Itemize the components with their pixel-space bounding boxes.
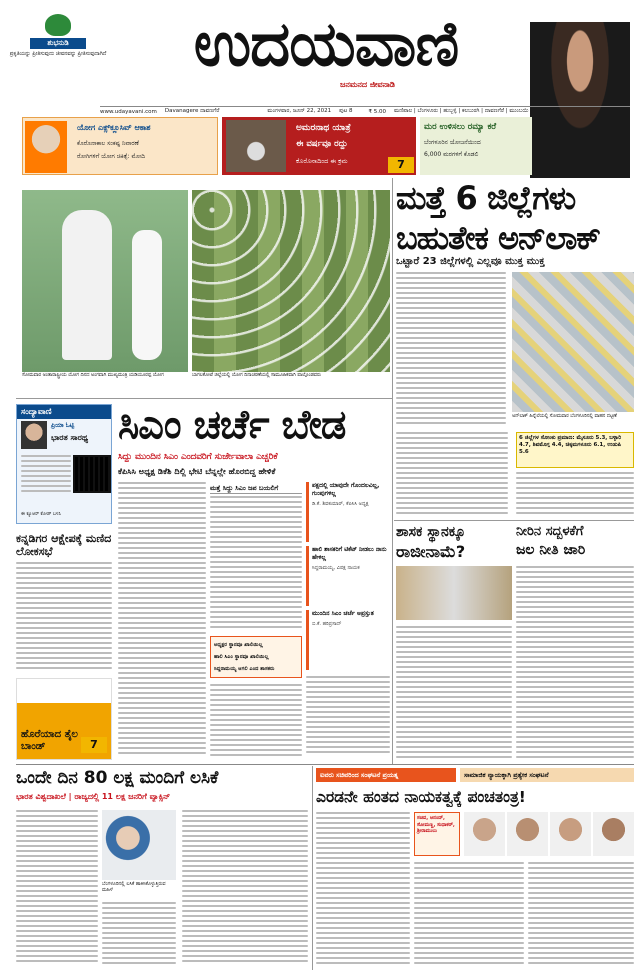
teaser-title: ಅಮರನಾಥ ಯಾತ್ರೆ: [296, 123, 351, 133]
lead-headline-2: ಬಹುತೇಕ ಅನ್‌ಲಾಕ್: [396, 219, 601, 257]
teaser-amarnath[interactable]: [222, 117, 416, 175]
divider: [16, 398, 392, 399]
bjp-headline: ಎರಡನೇ ಹಂತದ ನಾಯಕತ್ವಕ್ಕೆ ಪಂಚತಂತ್ರ!: [316, 788, 526, 806]
price: ₹ 5.00: [368, 108, 386, 115]
quote-head: ಮತ್ತೆ ಸಿದ್ದು ಸಿಎಂ ಜಪ ಬಯಲಿಗೆ: [210, 484, 302, 494]
leader-photos: [464, 812, 634, 856]
page-badge[interactable]: 7: [388, 157, 414, 173]
lead-body-3: [516, 472, 634, 520]
bjp-names-box: [414, 812, 460, 856]
website[interactable]: www.udayavani.com: [100, 108, 157, 115]
teaser-ramya[interactable]: [420, 117, 532, 175]
cm-body-4: [306, 676, 390, 762]
water-body: [516, 566, 634, 762]
quote-author: ಬಿ.ಕೆ. ಹರಿಪ್ರಸಾದ್: [312, 621, 342, 627]
leader-photo: [593, 812, 634, 856]
edition: Davanagere ದಾವಣಗೆರೆ: [164, 108, 220, 114]
tree-logo-icon: [45, 14, 71, 36]
mla-body: [396, 626, 512, 762]
pages: ಪುಟ 8: [339, 108, 353, 114]
badge-label: ಶುಭನುಡಿ: [30, 38, 86, 49]
cm-body-2: [210, 496, 302, 632]
qr-label: ಈ ಕ್ಯೂಆರ್ ಕೋಡ್ ಬಳಸಿ: [21, 512, 61, 517]
oil-ad[interactable]: [16, 678, 112, 760]
column-author: ಪ್ರಿಯಾ ಓಟ್ಟಿ: [51, 422, 75, 429]
quote-2: [306, 546, 390, 606]
mla-photo: [396, 566, 512, 620]
teaser-sub: ಕೊರೊನಾಕಾಲ ಸಂಕಷ್ಟ ನಿವಾರಣೆ: [77, 140, 139, 147]
quote-text: ಪಕ್ಷದಲ್ಲಿ ಯಾವುದೇ ಗೊಂದಲವಿಲ್ಲ, ಗುಂಪುಗಳಿಲ್ಲ: [312, 482, 380, 497]
bjp-kicker-2: ಸಾಮಾಜಿಕ ನ್ಯಾಯಕ್ಕಾಗಿ ಪ್ರತ್ಯೇಕ ಸಂಘಟನೆ: [460, 768, 634, 782]
bjp-body-3: [528, 862, 634, 968]
bullet-item: ಸಿದ್ದರಾಮಯ್ಯ ಆಗಲಿ ಎಂದ ಶಾಸಕರು: [214, 666, 275, 672]
district-box: 6 ಜಿಲ್ಲೆಗಳ ಸೋಂಕು ಪ್ರಮಾಣ: ಮೈಸೂರು 5.3, ಬಳ್ಳಾರಿ 4.7, ಶಿವಮೊಗ್ಗ 4.4, ಚಿಕ್ಕಮಗಳೂರು 6.1, ಉಡುಪಿ 5.6: [516, 432, 634, 468]
bullet-box: [210, 636, 302, 678]
leader-photo: [464, 812, 505, 856]
divider: [394, 520, 634, 521]
column-topic: ಭಾರತ ಸಾರಥ್ಯ: [51, 433, 89, 442]
traffic-photo: [512, 272, 634, 412]
column-box[interactable]: [16, 404, 112, 524]
bjp-names: ಸಚಿವ, ಆನಂದ್, ಸೋಮಣ್ಣ, ಸುಧಾಕರ್, ಶ್ರೀರಾಮುಲು: [417, 815, 455, 835]
logo-title: ಉದಯವಾಣಿ: [193, 7, 459, 80]
oil-ad-title: ಹೊರೆಯಾದ ತೈಲ ಬಾಂಡ್: [21, 729, 78, 752]
teaser-title: ಯೋಗ ಎಕ್ಸ್‌ಕ್ಲೂಸಿವ್‌ ಆಕಾಶ: [77, 123, 151, 132]
quote-1: [306, 482, 390, 542]
vaccine-subhead: ಭಾರತ ವಿಶ್ವದಾಖಲೆ | ರಾಜ್ಯದಲ್ಲಿ 11 ಲಕ್ಷ ಜನರಿಗೆ ವ್ಯಾಕ್ಸಿನ್: [16, 792, 171, 801]
teaser-sub: ಬೆಂಗಳೂರಿನ ಯೋಜನೆಯಿಂದ: [424, 139, 481, 146]
teaser-sub: ರೋಗಿಗಳಿಗೆ ಯೋಗ ಚಿಕಿತ್ಸೆ: ಮೋದಿ: [77, 153, 145, 160]
divider: [16, 764, 634, 765]
left-photo-caption: ಸೋಮವಾರ ಅಂತಾರಾಷ್ಟ್ರೀಯ ಯೋಗ ದಿನದ ಅಂಗವಾಗಿ ಮುಖ್ಯಮಂತ್ರಿ ಯಡಿಯೂರಪ್ಪ ಯೋಗ: [22, 373, 164, 378]
quote-author: ಡಿ.ಕೆ. ಶಿವಕುಮಾರ್, ಕೆಪಿಸಿಸಿ ಅಧ್ಯಕ್ಷ: [312, 501, 369, 507]
mla-headline-2: ರಾಜೀನಾಮೆ?: [396, 542, 466, 561]
water-headline-2: ಜಲ ನೀತಿ ಜಾರಿ: [516, 542, 586, 558]
vaccine-photo: [102, 810, 176, 880]
lead-body: [396, 272, 506, 430]
lead-headline-1: ಮತ್ತೆ 6 ಜಿಲ್ಲೆಗಳು: [396, 179, 576, 217]
teaser-title: ಮರ ಉಳಿಸಲು ರಮ್ಯಾ ಕರೆ: [424, 122, 497, 132]
badge-box: [8, 14, 108, 110]
traffic-caption: ಅನ್‌ಲಾಕ್ ಹಿನ್ನೆಲೆಯಲ್ಲಿ ಸೋಮವಾರ ಬೆಂಗಳೂರಿನಲ್ಲಿ ವಾಹನ ದಟ್ಟಣೆ: [512, 414, 617, 419]
leader-photo: [550, 812, 591, 856]
side-headline: ಕನ್ನಡಿಗರ ಆಕ್ಷೇಪಕ್ಕೆ ಮಣಿದ ಲೋಕಸಭೆ: [16, 532, 112, 558]
modi-photo: [25, 121, 67, 173]
mass-yoga-photo: [192, 190, 390, 372]
tagline: ಜನಮನದ ಜೀವನಾಡಿ: [340, 80, 395, 89]
teaser-yoga[interactable]: [22, 117, 218, 175]
bjp-kicker: ಐವರು ಸಚಿವರಿಂದ ಸಂಘಟನೆ ಪ್ರಯತ್ನ: [316, 768, 456, 782]
leader-photo: [507, 812, 548, 856]
bullet-item: ಹಾಲಿ ಸಿಎಂ ಸ್ಥಾನವೂ ಖಾಲಿಯಿಲ್ಲ: [214, 654, 269, 660]
teaser-sub: ಕೊರೊನಾದಿಂದ ಈ ಕ್ರಮ: [296, 157, 348, 165]
cm-deck-2: ಕೆಪಿಸಿಸಿ ಅಧ್ಯಕ್ಷ ಡಿಕೆಶಿ ದಿಲ್ಲಿ ಭೇಟಿ ಬೆನ್ನಲ್ಲೇ ಹೊರಬಿದ್ದ ಹೇಳಿಕೆ: [118, 466, 276, 476]
bullet-item: ಅಧ್ಯಕ್ಷರ ಸ್ಥಾನವೂ ಖಾಲಿಯಿಲ್ಲ: [214, 642, 263, 648]
quote-3: [306, 610, 390, 670]
vaccine-caption: ಬೆಂಗಳೂರಿನಲ್ಲಿ ಲಸಿಕೆ ಹಾಕಿಸಿಕೊಳ್ಳುತ್ತಿರುವ ಮಹಿಳೆ: [102, 882, 166, 893]
page-badge[interactable]: 7: [81, 737, 107, 753]
lead-body-2: [396, 432, 508, 518]
mla-headline-1: ಶಾಸಕ ಸ್ಥಾನಕ್ಕೂ: [396, 524, 466, 540]
divider: [392, 178, 393, 764]
cm-yoga-photo: [22, 190, 188, 372]
bjp-body-2: [414, 862, 524, 968]
side-body: [16, 562, 112, 672]
cm-body-3: [210, 684, 302, 762]
quote-author: ಸಿದ್ದರಾಮಯ್ಯ, ವಿಪಕ್ಷ ನಾಯಕ: [312, 565, 360, 571]
teaser-sub: ಈ ವರ್ಷವೂ ರದ್ದು: [296, 139, 348, 149]
right-photo-caption: ಬಾಗಲಕೋಟೆ ಜಿಲ್ಲೆಯಲ್ಲಿ ಯೋಗ ದಿನಾಚರಣೆಯಲ್ಲಿ ಸಾಮೂಹಿಕವಾಗಿ ಪಾಲ್ಗೊಂಡವರು: [192, 373, 321, 378]
vaccine-body-1: [16, 810, 98, 968]
badge-text: ಪ್ರಕೃತಿಯನ್ನು ಪ್ರೀತಿಸುವುದು ಜೀವನವನ್ನು ಪ್ರೀತಿಸುವುದಾಗಿದೆ: [9, 51, 107, 57]
cities: ಮಣಿಪಾಲ | ಬೆಂಗಳೂರು | ಹುಬ್ಬಳ್ಳಿ | ಕಲಬುರಗಿ | ದಾವಣಗೆರೆ | ಮುಂಬಯಿ: [393, 108, 529, 114]
cave-photo: [226, 120, 286, 172]
quote-text: ಮುಂದಿನ ಸಿಎಂ ಚರ್ಚೆ ಅಪ್ರಸ್ತುತ: [312, 610, 374, 617]
vaccine-headline: ಒಂದೇ ದಿನ 80 ಲಕ್ಷ ಮಂದಿಗೆ ಲಸಿಕೆ: [16, 768, 219, 788]
vaccine-body-3: [182, 810, 308, 968]
column-title: ಸಂದ್ಯಾವಾಣಿ: [17, 405, 111, 419]
lead-subhead: ಒಟ್ಟಾರೆ 23 ಜಿಲ್ಲೆಗಳಲ್ಲಿ ಎಲ್ಲವೂ ಮುಕ್ತ ಮುಕ್ತ: [396, 256, 545, 267]
teaser-sub: 6,000 ಮರಗಳಿಗೆ ಕೊಡಲಿ: [424, 151, 479, 158]
quote-text: ಹಾಲಿ ಶಾಸಕರಿಗೆ ಟಿಕೆಟ್ ನೀಡಲು ನಾನು ಹೇಳಿಲ್ಲ: [312, 546, 387, 561]
cm-deck: ಸಿದ್ದು ಮುಂದಿನ ಸಿಎಂ ಎಂದವರಿಗೆ ಸುರ್ಜೇವಾಲಾ ಎಚ್ಚರಿಕೆ: [118, 452, 278, 462]
date: ಮಂಗಳವಾರ, ಜೂನ್ 22, 2021: [267, 108, 332, 114]
bjp-body-1: [316, 812, 410, 968]
actress-photo: [530, 22, 630, 178]
author-photo: [21, 421, 47, 449]
water-headline-1: ನೀರಿನ ಸದ್ಬಳಕೆಗೆ: [516, 524, 584, 539]
cm-body-1: [118, 482, 206, 762]
divider: [312, 766, 313, 970]
qr-code[interactable]: [75, 457, 109, 491]
cm-headline: ಸಿಎಂ ಚರ್ಚೆ ಬೇಡ: [118, 402, 346, 448]
vaccine-body-2: [102, 902, 176, 968]
